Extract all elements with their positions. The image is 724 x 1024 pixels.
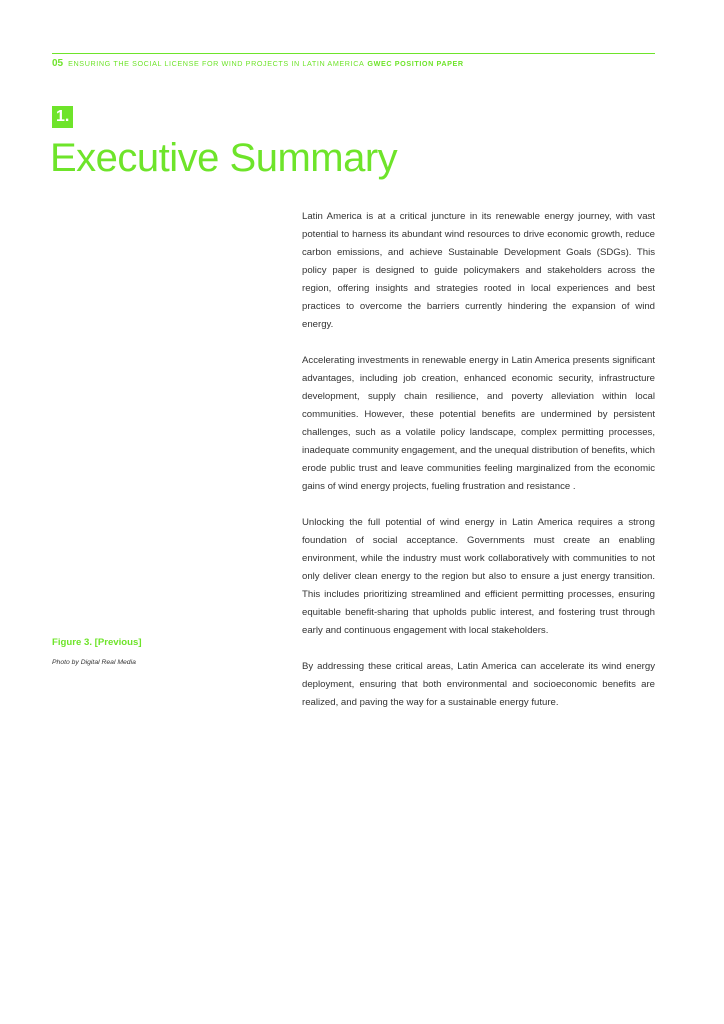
body-paragraph: Unlocking the full potential of wind energy in Latin America requires a strong foundation of social acceptance. Governments must create an enabling environment, while the industry must work collaboratively with communities to not only deliver clean energy to the region but also to ensure a just energy transition. This includes prioritizing streamlined and efficient permitting processes, ensuring equitable benefit-sharing that upholds public interest, and fostering trust through early and continuous engagement with local stakeholders.: [302, 517, 655, 636]
body-paragraph: Accelerating investments in renewable energy in Latin America presents significant advantages, including job creation, enhanced economic security, infrastructure development, supply chain resilience, and poverty alleviation within local communities. However, these potential benefits are undermined by persistent challenges, such as a volatile policy landscape, complex permitting processes, inadequate community engagement, and the unequal distribution of benefits, which erode public trust and leave communities feeling marginalized from the economic gains of wind energy projects, fueling frustration and resistance .: [302, 355, 655, 492]
figure-label: Figure 3. [Previous]: [52, 637, 142, 648]
photo-credit: Photo by Digital Real Media: [52, 659, 136, 666]
figure-caption: [52, 636, 272, 668]
page-title: Executive Summary: [50, 136, 398, 180]
document-title: ENSURING THE SOCIAL LICENSE FOR WIND PROJECTS IN LATIN AMERICA: [68, 59, 365, 68]
page-number: 05: [52, 58, 64, 69]
paper-label: GWEC POSITION PAPER: [367, 59, 464, 68]
header-rule: [52, 53, 655, 54]
body-paragraph: Latin America is at a critical juncture in its renewable energy journey, with vast potential to harness its abundant wind resources to drive economic growth, reduce carbon emissions, and achieve Sustainable Development Goals (SDGs). This policy paper is designed to guide policymakers and stakeholders across the region, offering insights and strategies rooted in local experiences and best practices to overcome the barriers currently hindering the expansion of wind energy.: [302, 211, 655, 330]
running-header: [52, 58, 655, 69]
body-text: [302, 208, 655, 730]
section-number-badge: 1.: [52, 106, 73, 128]
body-paragraph: By addressing these critical areas, Latin America can accelerate its wind energy deployment, ensuring that both environmental and socioeconomic benefits are realized, and paving the way for a sustainable energy future.: [302, 661, 655, 708]
